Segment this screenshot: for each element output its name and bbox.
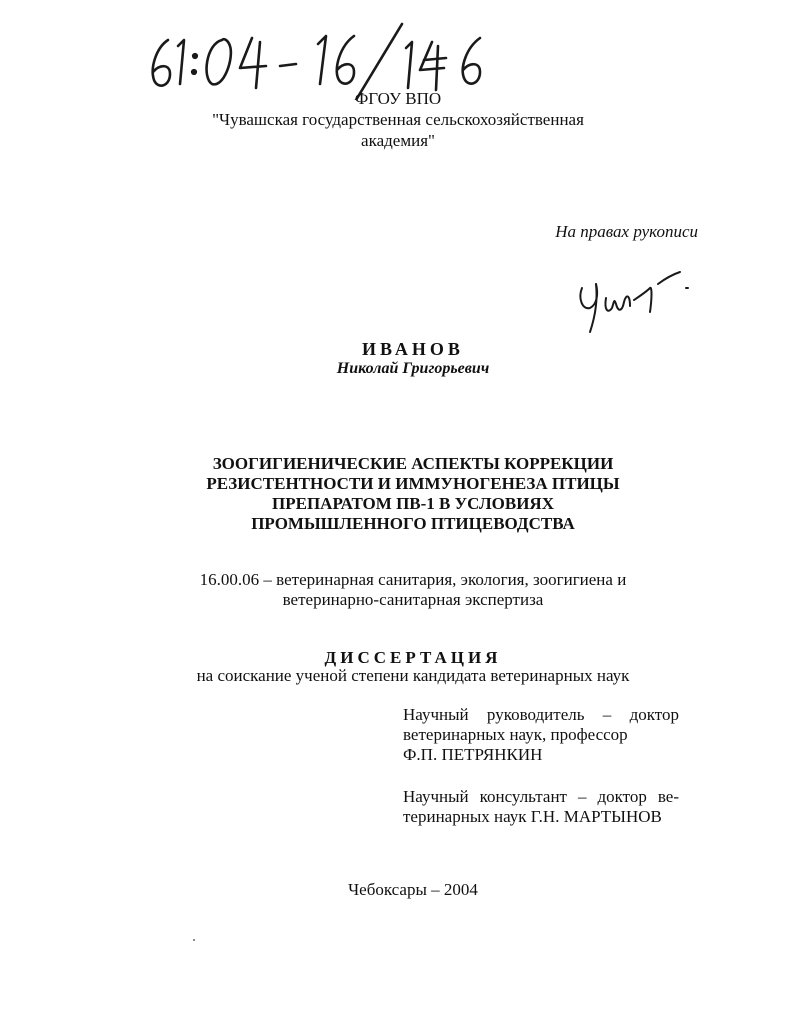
title-line: ЗООГИГИЕНИЧЕСКИЕ АСПЕКТЫ КОРРЕКЦИИ [212,454,614,473]
institution-line3: академия" [361,131,435,150]
supervisor-line1: Научный руководитель – доктор [403,705,679,724]
title-line: РЕЗИСТЕНТНОСТИ И ИММУНОГЕНЕЗА ПТИЦЫ [206,474,620,493]
institution-line1: ФГОУ ВПО [354,89,442,108]
specialty-line1: 16.00.06 – ветеринарная санитария, экология, зоогигиена и [199,570,627,589]
title-line: ПРОМЫШЛЕННОГО ПТИЦЕВОДСТВА [251,514,575,533]
supervisor-line2: ветеринарных наук, профессор [403,725,628,744]
city-year: Чебоксары – 2004 [348,880,478,899]
institution-line2: "Чувашская государственная сельскохозяйственная [212,110,584,129]
title-line: ПРЕПАРАТОМ ПВ-1 В УСЛОВИЯХ [272,494,554,513]
consultant-line2: теринарных наук Г.Н. МАРТЫНОВ [403,807,662,826]
degree-line: на соискание ученой степени кандидата ветеринарных наук [196,666,630,685]
manuscript-rights-note: На правах рукописи [555,222,698,241]
work-type-heading: ДИССЕРТАЦИЯ [324,648,502,667]
advisors-block [403,705,679,827]
consultant-line1: Научный консультант – доктор ве- [403,787,679,806]
author-full-name: Николай Григорьевич [336,360,490,377]
supervisor-name: Ф.П. ПЕТРЯНКИН [403,745,543,764]
signature [568,258,698,338]
scan-speck [193,939,195,941]
specialty-block [0,570,796,610]
institution-block [0,88,796,151]
specialty-line2: ветеринарно-санитарная экспертиза [282,590,544,609]
dissertation-title [0,454,796,534]
author-surname: ИВАНОВ [362,339,464,359]
